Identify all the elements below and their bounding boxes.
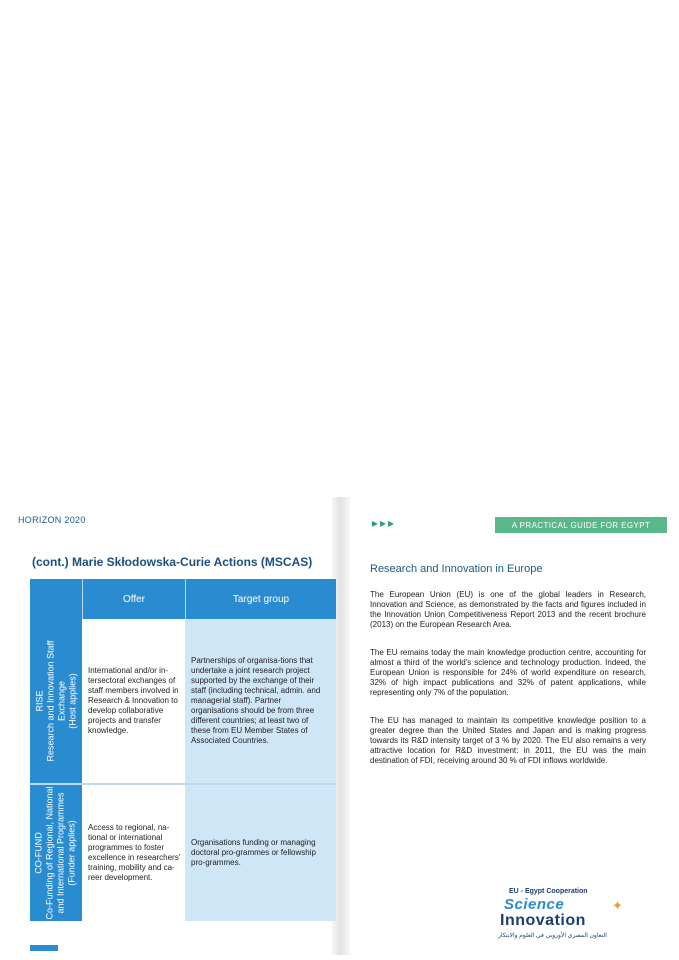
logo-arabic: التعاون المصري الأوروبي في العلوم والابتكار <box>498 933 607 939</box>
paragraph: The EU remains today the main knowledge production centre, accounting for almost a third of the world's science and technology production. Indeed, the European Union is responsible for 24% of world expenditure on research, 32% of high impact publications and 32% of patent applications, while representing only 7% of the population. <box>370 648 646 697</box>
table-cell-offer <box>82 785 185 921</box>
target-text: Organisations funding or managing doctoral pro-grammes or fellowship pro-grammes. <box>191 838 316 867</box>
row-label-line: Research and Innovation Staff <box>45 640 56 762</box>
row-label-line: CO-FUND <box>34 832 44 874</box>
paragraph: The EU has managed to maintain its competitive knowledge position to a greater degree than the United States and Japan and is making progress towards its R&D intensity target of 3 % by 2020. The EU also remains a very attractive location for R&D investment: in 2011, the EU was the main destination of FDI, receiving around 30 % of FDI inflows worldwide. <box>370 716 646 765</box>
row-label-line: (Host applies) <box>67 673 78 729</box>
star-icon: ✦ <box>612 898 623 913</box>
section-title: Research and Innovation in Europe <box>370 563 543 575</box>
row-label-cofund <box>30 785 82 921</box>
offer-text: International and/or in-tersectoral exchanges of staff members involved in Research & Innovation to develop collaborative projects and transfer knowledge. <box>88 666 179 735</box>
arrow-icons: ▸▸▸ <box>372 516 397 530</box>
row-label-line: Co-Funding of Regional, National <box>45 786 55 920</box>
table-cell-target <box>185 785 336 921</box>
row-label-line: RISE <box>34 690 45 712</box>
row-label-line: and International Programmes <box>56 792 66 914</box>
logo-line-innovation: Innovation <box>500 912 586 929</box>
page-header: HORIZON 2020 <box>18 515 86 525</box>
row-label-line: Exchange <box>56 680 67 722</box>
page-title: (cont.) Marie Skłodowska-Curie Actions (MSCAS) <box>32 555 313 569</box>
table-cell-offer <box>82 619 185 783</box>
offer-text: Access to regional, na-tional or international programmes to foster excellence in researchers' training, mobility and ca-reer development. <box>88 823 181 882</box>
row-label-line: (Funder applies) <box>67 820 77 886</box>
logo-caption: EU - Egypt Cooperation <box>509 888 588 895</box>
guide-banner: A PRACTICAL GUIDE FOR EGYPT <box>495 517 667 533</box>
footer-bar <box>30 945 58 951</box>
col-header-offer: Offer <box>82 579 185 619</box>
science-innovation-logo <box>490 884 645 944</box>
col-header-target: Target group <box>185 579 336 619</box>
actions-table <box>30 579 336 921</box>
logo-line-science: Science <box>504 896 565 913</box>
row-label-rise <box>30 619 82 783</box>
table-corner <box>30 579 82 619</box>
table-cell-target <box>185 619 336 783</box>
paragraph: The European Union (EU) is one of the global leaders in Research, Innovation and Science, as demonstrated by the facts and figures included in the Innovation Union Competitiveness Report 2013 and the recent brochure (2013) on the European Research Area. <box>370 590 646 629</box>
target-text: Partnerships of organisa-tions that undertake a joint research project supported by the exchange of their staff (including technical, admin. and managerial staff). Partner organisations should be from three different countries; at least two of these from EU Member States of Associated Countries. <box>191 656 321 745</box>
